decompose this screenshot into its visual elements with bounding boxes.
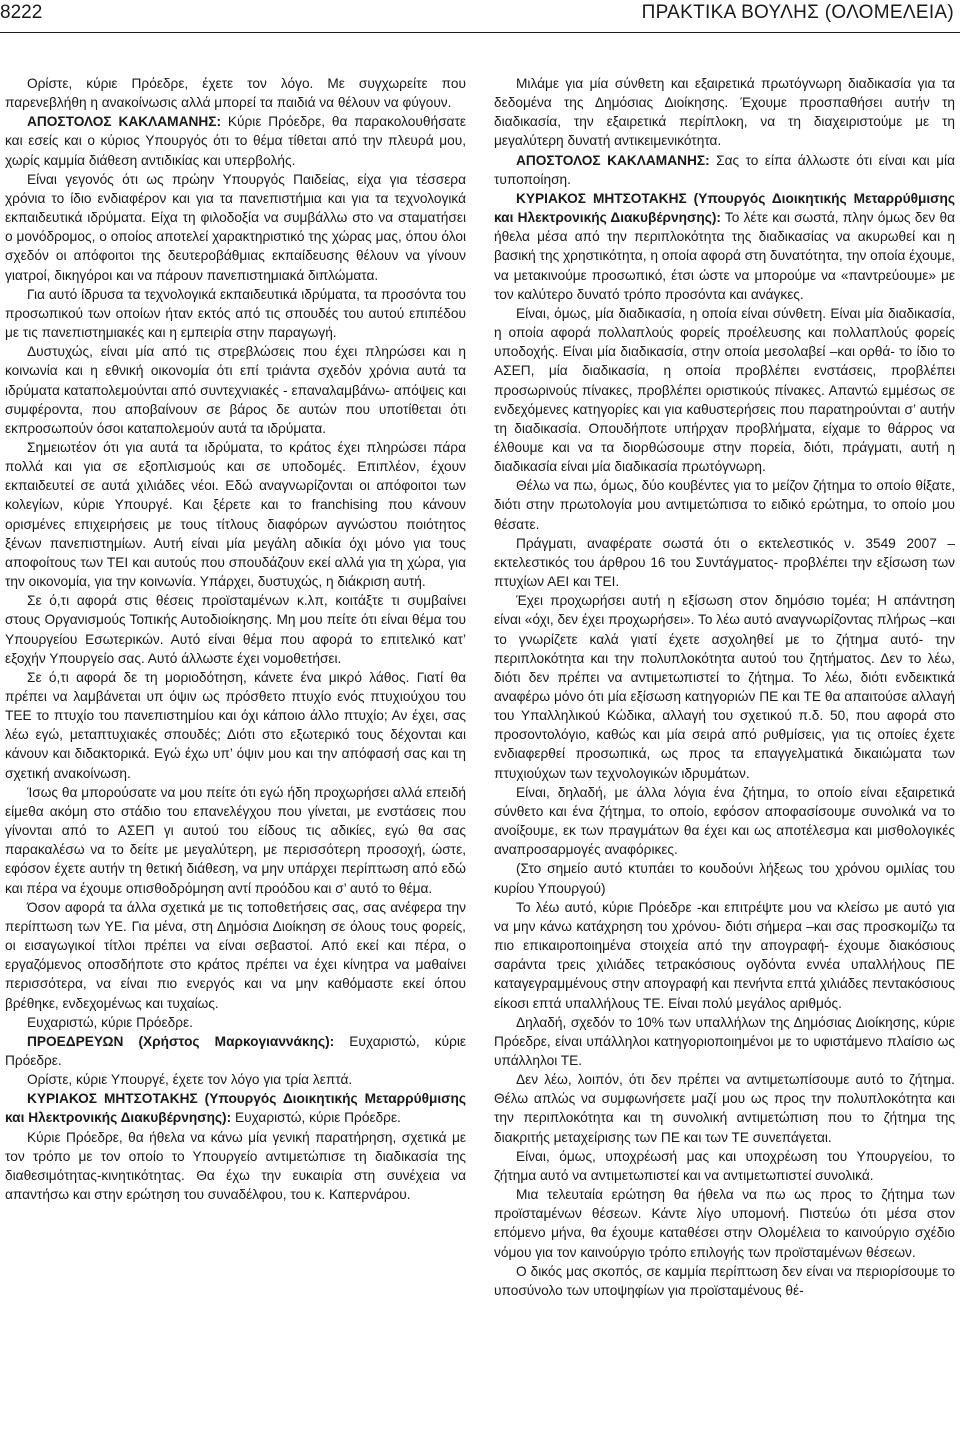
header-divider — [0, 32, 960, 33]
paragraph — [5, 591, 466, 668]
paragraph-text: Είναι, δηλαδή, με άλλα λόγια ένα ζήτημα, το οποίο είναι εξαιρετικά σύνθετο και ένα ζήτημα, το οποίο, εφόσον αποφασίσουμε συνολικά να το ανοίξουμε, εκ των πραγμάτων θα έχει και ως αποτέλεσμα και μισθολογικές αναπροσαρμογές αναφόρικες. — [494, 784, 955, 858]
paragraph — [5, 438, 466, 591]
paragraph-text: Είναι, όμως, υποχρέωσή μας και υποχρέωση του Υπουργείου, το ζήτημα αυτό να αντιμετωπιστεί και να αντιμετωπιστεί συνολικά. — [494, 1148, 955, 1183]
paragraph — [5, 1128, 466, 1205]
paragraph-text: Είναι, όμως, μία διαδικασία, η οποία είναι σύνθετη. Είναι μία διαδικασία, η οποία αφορά πολλαπλούς φορείς προέλευσης και πολλαπλούς φορείς υποδοχής. Είναι μία διαδικασία, στην οποία μεσολαβεί –και ορθά- το ίδιο το ΑΣΕΠ, μία διαδικασία, η οποία προβλέπει ενστάσεις, προβλέπει προσωρινούς πίνακες, προβλέπει οριστικούς πίνακες. Απαντώ εμμέσως σε ενδεχόμενες κατηγορίες και για καθυστερήσεις που παρατηρούνται σ’ αυτήν τη διαδικασία. Οπουδήποτε υπήρχαν προβλήματα, είχαμε το θάρρος να έλθουμε και να τα διορθώσουμε στην πορεία, διότι, πράγματι, αυτή η διαδικασία είναι μία διαδικασία πρωτόγνωρη. — [494, 305, 955, 475]
paragraph-text: Σας το είπα άλλωστε ότι είναι και μία τυποποίηση. — [494, 152, 955, 187]
speaker-name: ΚΥΡΙΑΚΟΣ ΜΗΤΣΟΤΑΚΗΣ (Υπουργός Διοικητικής Μεταρρύθμισης και Ηλεκτρονικής Διακυβέρνησης): — [494, 190, 955, 226]
paragraph-text: Όσον αφορά τα άλλα σχετικά με τις τοποθετήσεις σας, σας ανέφερα την περίπτωση των ΥΕ. Για μένα, στη Δημόσια Διοίκηση σε όλους τους φορείς, οι εισαγωγικοί τίτλοι πρέπει να είναι σεβαστοί. Από εκεί και πέρα, ο εργαζόμενος οποσδήποτε στο κράτος πρέπει να έχει κίνητρα να μαθαίνει περισσότερα, να είναι πιο ενεργός και να μην καθόμαστε εκεί όπου βρέθηκε, ενδεχομένως και τυχαίως. — [5, 899, 466, 1011]
speaker-name: ΚΥΡΙΑΚΟΣ ΜΗΤΣΟΤΑΚΗΣ (Υπουργός Διοικητικής Μεταρρύθμισης και Ηλεκτρονικής Διακυβέρνησης): — [5, 1091, 466, 1126]
paragraph — [5, 1089, 466, 1127]
paragraph — [494, 783, 955, 860]
paragraph-text: Πράγματι, αναφέρατε σωστά ότι ο εκτελεστικός ν. 3549 2007 –εκτελεστικός του άρθρου 16 του Συντάγματος- προβλέπει την εξίσωση των πτυχίων ΑΕΙ και ΤΕΙ. — [494, 535, 955, 590]
paragraph-text: Ορίστε, κύριε Πρόεδρε, έχετε τον λόγο. Με συγχωρείτε που παρενεβλήθη η ανακοίνωσις αλλά μπορεί τα παιδιά να θέλουν να φύγουν. — [5, 76, 466, 111]
paragraph — [494, 1185, 955, 1262]
paragraph-text: Ίσως θα μπορούσατε να μου πείτε ότι εγώ ήδη προχωρήσει αλλά επειδή είμεθα ακόμη στο στάδιο του επανελέγχου που γίνεται, με ενστάσεις που γίνονται από το ΑΣΕΠ γι αυτού του είδους τις αδικίες, εγώ θα σας παρακαλέσω να το δείτε με μεγαλύτερη, με περισσότερη προσοχή, ώστε, εφόσον έχετε αυτήν τη θετική διάθεση, να μην υπάρχει περίπτωση από εδώ και πέρα να έχουμε οπισθοδρόμηση αντί προόδου και σ’ αυτό το θέμα. — [5, 784, 466, 896]
paragraph-text: Δυστυχώς, είναι μία από τις στρεβλώσεις που έχει πληρώσει και η κοινωνία και η εθνική οικονομία ότι επί τριάντα σχεδόν χρόνια αυτά τα ιδρύματα καταπολεμούνται από συντεχνιακές - επαναλαμβάνω- απόψεις και συμφέροντα, που αποβαίνουν σε βάρος δε αυτών που υποτίθεται ότι εκπροσωπούν όσοι καταπολεμούν αυτά τα ιδρύματα. — [5, 344, 466, 436]
paragraph — [5, 74, 466, 112]
paragraph — [5, 898, 466, 1013]
paragraph — [494, 1070, 955, 1147]
paragraph-text: Σημειωτέον ότι για αυτά τα ιδρύματα, το κράτος έχει πληρώσει πάρα πολλά και για σε εξοπλισμούς και σε υποδομές. Επιπλέον, έχουν εκπαιδευτεί σε αυτά χιλιάδες νέοι. Εδώ αναγνωρίζονται οι απόφοιτοι των κολεγίων, κύριε Υπουργέ. Και ξέρετε και το franchising που κάνουν ορισμένες επιχειρήσεις με τους τίτλους διαφόρων αγνώστου ποιότητος ξένων πανεπιστημίων. Αυτή είναι μία μεγάλη αδικία όχι μόνο για τους αποφοίτους των ΤΕΙ και αυτούς που σπουδάζουν εκεί αλλά για τη χώρα, για την οικονομία, για την κοινωνία. Υπάρχει, δυστυχώς, η διάκριση αυτή. — [5, 439, 466, 590]
paragraph-text: Ευχαριστώ, κύριε Πρόεδρε. — [5, 1033, 466, 1068]
speaker-name: ΑΠΟΣΤΟΛΟΣ ΚΑΚΛΑΜΑΝΗΣ: — [27, 114, 222, 130]
paragraph — [5, 783, 466, 898]
page-number: 8222 — [0, 2, 43, 23]
paragraph — [5, 1070, 466, 1089]
paragraph — [5, 668, 466, 783]
paragraph-text: Θέλω να πω, όμως, δύο κουβέντες για το μείζον ζήτημα το οποίο θίξατε, διότι στην πρωτολογία μου αντιμετώπισα το ειδικό ερώτημα, το οποίο μου θέσατε. — [494, 478, 955, 532]
paragraph-text: Ευχαριστώ, κύριε Πρόεδρε. — [231, 1110, 401, 1126]
paragraph-text: Ευχαριστώ, κύριε Πρόεδρε. — [27, 1014, 193, 1030]
speaker-name: ΑΠΟΣΤΟΛΟΣ ΚΑΚΛΑΜΑΝΗΣ: — [516, 152, 710, 168]
running-title: ΠΡΑΚΤΙΚΑ ΒΟΥΛΗΣ (ΟΛΟΜΕΛΕΙΑ) — [641, 2, 954, 23]
paragraph-text: Το λέτε και σωστά, πλην όμως δεν θα ήθελα μέσα από την περιπλοκότητα της διαδικασίας να ακυρωθεί και η βασική της χρηστικότητα, η οποία αφορά στη δυνατότητα, την οποία έχουμε, να μετακινούμε προσωπικό, έτσι ώστε να μπορούμε να «παντρεύουμε» με τον καλύτερο δυνατό τρόπο προσόντα και ανάγκες. — [494, 210, 955, 302]
paragraph — [5, 112, 466, 169]
paragraph-text: Ορίστε, κύριε Υπουργέ, έχετε τον λόγο για τρία λεπτά. — [27, 1072, 353, 1088]
paragraph-text: Το λέω αυτό, κύριε Πρόεδρε -και επιτρέψτε μου να κλείσω με αυτό για να μην κάνω κατάχρηση του χρόνου- διότι σήμερα –και σας προσκομίζω τα πιο επικαιροποιημένα στοιχεία από την απογραφή- έχουμε διακόσιους σαράντα τρεις χιλιάδες τετρακόσιους ογδόντα εννέα υπαλλήλους ΠΕ καταγεγραμμένους στην απογραφή και πενήντα επτά χιλιάδες πεντακόσιους είκοσι επτά υπαλλήλους ΤΕ. Είναι πολύ μεγάλος αριθμός. — [494, 899, 955, 1011]
paragraph-text: Για αυτό ίδρυσα τα τεχνολογικά εκπαιδευτικά ιδρύματα, τα προσόντα του προσωπικού των οποίων ήταν εκτός από τις σπουδές του αυτού επιπέδου με τις πανεπιστημιακές και η εμπειρία στην παραγωγή. — [5, 286, 466, 341]
paragraph — [494, 1262, 955, 1300]
paragraph — [494, 304, 955, 476]
paragraph-text: Έχει προχωρήσει αυτή η εξίσωση στον δημόσιο τομέα; Η απάντηση είναι «όχι, δεν έχει προχωρήσει». Το λέω αυτό αναγνωρίζοντας πλήρως –και το γνωρίζετε καλά γιατί έχετε ασχοληθεί με το ζήτημα αυτό- την περιπλοκότητα και την πολυπλοκότητα αυτού του ζητήματος. Δεν το λέω, διότι δεν πρέπει να αντιμετωπιστεί το ζήτημα. Το λέω, διότι ενδεικτικά αναφέρω μόνο ότι μία εξίσωση κατηγοριών ΠΕ και ΤΕ θα απαιτούσε αλλαγή του Υπαλληλικού Κώδικα, αλλαγή του σχετικού π.δ. 50, που αφορά στο προσοντολόγιο, καθώς και μία σειρά από ρυθμίσεις, για τις οποίες έχετε ενδιαφερθεί προσωπικά, ως προς τα επαγγελματικά δικαιώματα των πτυχιούχων των τεχνολογικών ιδρυμάτων. — [494, 593, 955, 781]
paragraph-text: Κύριε Πρόεδρε, θα παρακολουθήσατε και εσείς και ο κύριος Υπουργός ότι το θέμα τίθεται από την πλευρά μου, χωρίς καμμία διάθεση αντιδικίας και υπερβολής. — [5, 114, 466, 168]
paragraph — [494, 534, 955, 591]
paragraph-text: Είναι γεγονός ότι ως πρώην Υπουργός Παιδείας, είχα για τέσσερα χρόνια το ίδιο ενδιαφέρον και για τα πανεπιστήμια και για τα τεχνολογικά εκπαιδευτικά ιδρύματα. Είχα τη φιλοδοξία να συμβάλλω στο να σταματήσει ο μονόδρομος, ο οποίος αποτελεί χαρακτηριστικό της χώρας μας, όπου όλοι σχεδόν οι απόφοιτοι της δευτεροβάθμιας εκπαίδευσης θέλουν να γίνουν γιατροί, δικηγόροι και να πάρουν πανεπιστημιακά διπλώματα. — [5, 171, 466, 283]
speaker-name: ΠΡΟΕΔΡΕΥΩΝ (Χρήστος Μαρκογιαννάκης): — [27, 1033, 335, 1049]
paragraph-text: Ο δικός μας σκοπός, σε καμμία περίπτωση δεν είναι να περιορίσουμε το υποσύνολο των υποψηφίων για προϊσταμένους θέ- — [494, 1263, 955, 1298]
paragraph-text: Σε ό,τι αφορά δε τη μοριοδότηση, κάνετε ένα μικρό λάθος. Γιατί θα πρέπει να λαμβάνεται υπ όψιν ως πρόσθετο πτυχίο ενός πτυχιούχου του ΤΕΕ το πτυχίο του πανεπιστημίου και όχι κάποιο άλλο πτυχίο; Αν έχει, σας λέω εγώ, μεταπτυχιακές σπουδές; Διότι στο εξωτερικό τους δέχονται και κάνουν και διδακτορικά. Εγώ έχω υπ’ όψιν μου και την απόφασή σας και τη σχετική ανακοίνωση. — [5, 669, 466, 781]
paragraph — [5, 1032, 466, 1070]
paragraph — [494, 74, 955, 151]
paragraph-text: Δεν λέω, λοιπόν, ότι δεν πρέπει να αντιμετωπίσουμε αυτό το ζήτημα. Θέλω απλώς να συμφωνήσετε μαζί μου ως προς την πολυπλοκότητα και την περιπλοκότητα και τη συνολική αντιμετώπιση που το ζήτημα της διακριτής μεταχείρισης των ΠΕ και των ΤΕ συνεπάγεται. — [494, 1072, 955, 1145]
paragraph — [494, 189, 955, 304]
paragraph-text: Κύριε Πρόεδρε, θα ήθελα να κάνω μία γενική παρατήρηση, σχετικά με τον τρόπο με τον οποίο το Υπουργείο αντιμετώπισε τη διαδικασία της διαθεσιμότητας-κινητικότητας. Θα έχω την ευκαιρία στη συνέχεια να απαντήσω και στην ερώτηση του συναδέλφου, του κ. Καπερνάρου. — [5, 1129, 466, 1203]
paragraph — [5, 1013, 466, 1032]
paragraph-text: (Στο σημείο αυτό κτυπάει το κουδούνι λήξεως του χρόνου ομιλίας του κυρίου Υπουργού) — [494, 861, 955, 896]
paragraph-text: Δηλαδή, σχεδόν το 10% των υπαλλήλων της Δημόσιας Διοίκησης, κύριε Πρόεδρε, είναι υπάλληλοι κατηγοριοποιημένοι με το υφιστάμενο πλαίσιο ως υπάλληλοι ΤΕ. — [494, 1014, 955, 1068]
paragraph-text: Μιλάμε για μία σύνθετη και εξαιρετικά πρωτόγνωρη διαδικασία για τα δεδομένα της Δημόσιας Διοίκησης. Έχουμε προσπαθήσει αυτήν τη διαδικασία, την εξαιρετικά περίπλοκη, να τη διαχειριστούμε με τη μεγαλύτερη δυνατή αντικειμενικότητα. — [494, 76, 955, 149]
page-header — [0, 0, 960, 30]
paragraph — [494, 591, 955, 783]
paragraph — [494, 859, 955, 897]
paragraph — [5, 342, 466, 438]
paragraph — [494, 151, 955, 189]
paragraph — [5, 170, 466, 285]
paragraph — [5, 285, 466, 342]
paragraph-text: Μια τελευταία ερώτηση θα ήθελα να πω ως προς το ζήτημα των προϊσταμένων θέσεων. Κάντε λίγο υπομονή. Πιστεύω ότι μέσα στον επόμενο μήνα, θα έχουμε καταθέσει στην Ολομέλεια το καινούργιο σχέδιο νόμου για τον καινούργιο τρόπο επιλογής των προϊσταμένων θέσεων. — [494, 1187, 955, 1260]
paragraph — [494, 1013, 955, 1070]
paragraph — [494, 1147, 955, 1185]
right-text-column — [494, 74, 955, 1436]
left-text-column — [5, 74, 466, 1436]
paragraph-text: Σε ό,τι αφορά στις θέσεις προϊσταμένων κ.λπ, κοιτάξτε τι συμβαίνει στους Οργανισμούς Τοπικής Αυτοδιοίκησης. Μη μου πείτε ότι είναι θέμα του Υπουργείου Εσωτερικών. Αυτό είναι θέμα που αφορά το επιτελικό κατ’ εξοχήν Υπουργείο σας. Αυτό άλλωστε έχει νομοθετήσει. — [5, 593, 466, 666]
paragraph — [494, 898, 955, 1013]
paragraph — [494, 476, 955, 533]
